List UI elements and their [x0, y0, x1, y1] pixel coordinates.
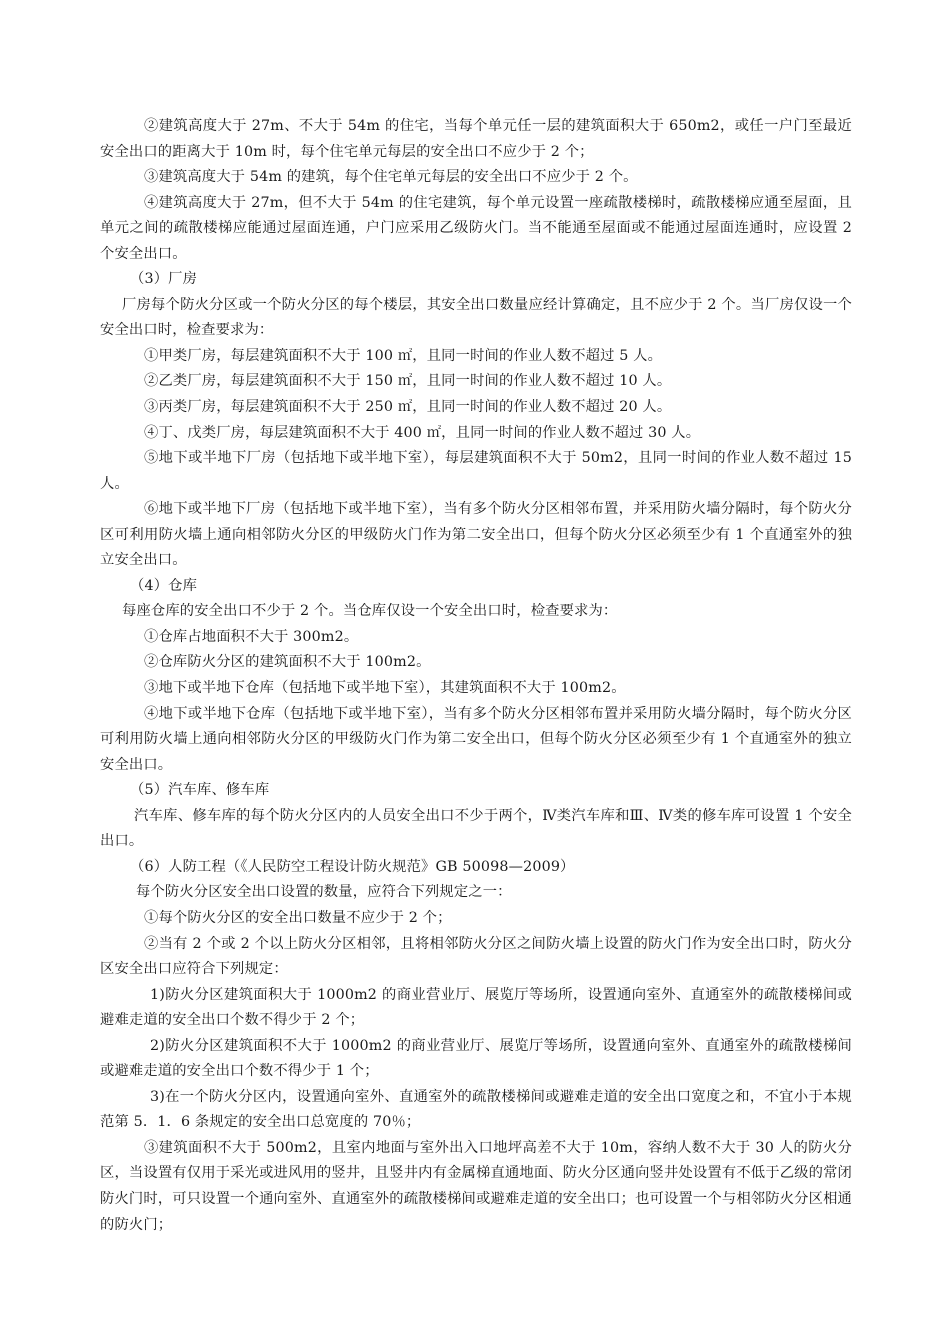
paragraph-civil-defense-sub-3: 3)在一个防火分区内，设置通向室外、直通室外的疏散楼梯间或避难走道的安全出口宽度之和，不宜小于本规范第 5．1．6 条规定的安全出口总宽度的 70％； — [100, 1088, 852, 1131]
paragraph-civil-defense-intro: 每个防火分区安全出口设置的数量，应符合下列规定之一： — [136, 884, 512, 901]
paragraph-civil-defense-sub-2: 2)防火分区建筑面积不大于 1000m2 的商业营业厅、展览厅等场所，设置通向室外、直通室外的疏散楼梯间或避难走道的安全出口个数不得少于 1 个； — [100, 1037, 852, 1080]
paragraph-residential-single-stair: ④建筑高度大于 27m，但不大于 54m 的住宅建筑，每个单元设置一座疏散楼梯时，疏散楼梯应通至屋面，且单元之间的疏散楼梯应能通过屋面连通，户门应采用乙级防火门。当不能通至屋面或不能通过屋面连通时，应设置 2 个安全出口。 — [100, 194, 852, 262]
paragraph-factory-class-b: ②乙类厂房，每层建筑面积不大于 150 ㎡，且同一时间的作业人数不超过 10 人。 — [144, 373, 672, 390]
paragraph-factory-underground-multi: ⑥地下或半地下厂房（包括地下或半地下室），当有多个防火分区相邻布置，并采用防火墙分隔时，每个防火分区可利用防火墙上通向相邻防火分区的甲级防火门作为第二安全出口，但每个防火分区必须至少有 1 个直通室外的独立安全出口。 — [100, 501, 852, 569]
section-heading-civil-defense: （6）人防工程（《人民防空工程设计防火规范》GB 50098—2009） — [130, 858, 575, 875]
paragraph-garage: 汽车库、修车库的每个防火分区内的人员安全出口不少于两个，Ⅳ类汽车库和Ⅲ、Ⅳ类的修车库可设置 1 个安全出口。 — [100, 807, 852, 850]
paragraph-residential-27-54m: ②建筑高度大于 27m、不大于 54m 的住宅，当每个单元任一层的建筑面积大于 650m2，或任一户门至最近安全出口的距离大于 10m 时，每个住宅单元每层的安全出口不应少于 2 个； — [100, 118, 852, 160]
section-heading-warehouse: （4）仓库 — [130, 577, 198, 594]
paragraph-civil-defense-sub-1: 1)防火分区建筑面积大于 1000m2 的商业营业厅、展览厅等场所，设置通向室外、直通室外的疏散楼梯间或避难走道的安全出口个数不得少于 2 个； — [100, 986, 852, 1029]
paragraph-warehouse-underground: ③地下或半地下仓库（包括地下或半地下室），其建筑面积不大于 100m2。 — [144, 680, 626, 697]
paragraph-factory-class-c: ③丙类厂房，每层建筑面积不大于 250 ㎡，且同一时间的作业人数不超过 20 人。 — [144, 399, 672, 416]
section-heading-factory: （3）厂房 — [130, 271, 198, 288]
paragraph-warehouse-intro: 每座仓库的安全出口不少于 2 个。当仓库仅设一个安全出口时，检查要求为： — [122, 603, 618, 620]
paragraph-civil-defense-item-3: ③建筑面积不大于 500m2，且室内地面与室外出入口地坪高差不大于 10m，容纳人数不大于 30 人的防火分区，当设置有仅用于采光或进风用的竖井，且竖井内有金属梯直通地面、防火分区通向竖井处设置有不低于乙级的常闭防火门时，可只设置一个通向室外、直通室外的疏散楼梯间或避难走道的安全出口；也可设置一个与相邻防火分区相通的防火门； — [100, 1139, 852, 1233]
section-heading-garage: （5）汽车库、修车库 — [130, 782, 270, 799]
paragraph-factory-intro: 厂房每个防火分区或一个防火分区的每个楼层，其安全出口数量应经计算确定，且不应少于 2 个。当厂房仅设一个安全出口时，检查要求为： — [100, 296, 852, 339]
paragraph-factory-class-a: ①甲类厂房，每层建筑面积不大于 100 ㎡，且同一时间的作业人数不超过 5 人。 — [144, 347, 663, 364]
paragraph-warehouse-area: ①仓库占地面积不大于 300m2。 — [144, 628, 359, 645]
paragraph-warehouse-zone-area: ②仓库防火分区的建筑面积不大于 100m2。 — [144, 654, 431, 671]
paragraph-civil-defense-item-2: ②当有 2 个或 2 个以上防火分区相邻，且将相邻防火分区之间防火墙上设置的防火门作为安全出口时，防火分区安全出口应符合下列规定： — [100, 935, 852, 978]
paragraph-civil-defense-item-1: ①每个防火分区的安全出口数量不应少于 2 个； — [144, 909, 452, 926]
paragraph-residential-over-54m: ③建筑高度大于 54m 的建筑，每个住宅单元每层的安全出口不应少于 2 个。 — [144, 169, 638, 186]
document-page — [100, 114, 852, 1238]
paragraph-factory-underground: ⑤地下或半地下厂房（包括地下或半地下室），每层建筑面积不大于 50m2，且同一时间的作业人数不超过 15 人。 — [100, 450, 852, 492]
paragraph-warehouse-underground-multi: ④地下或半地下仓库（包括地下或半地下室），当有多个防火分区相邻布置并采用防火墙分隔时，每个防火分区可利用防火墙上通向相邻防火分区的甲级防火门作为第二安全出口，但每个防火分区必须至少有 1 个直通室外的独立安全出口。 — [100, 705, 852, 773]
paragraph-factory-class-d-e: ④丁、戊类厂房，每层建筑面积不大于 400 ㎡，且同一时间的作业人数不超过 30 人。 — [144, 424, 701, 441]
